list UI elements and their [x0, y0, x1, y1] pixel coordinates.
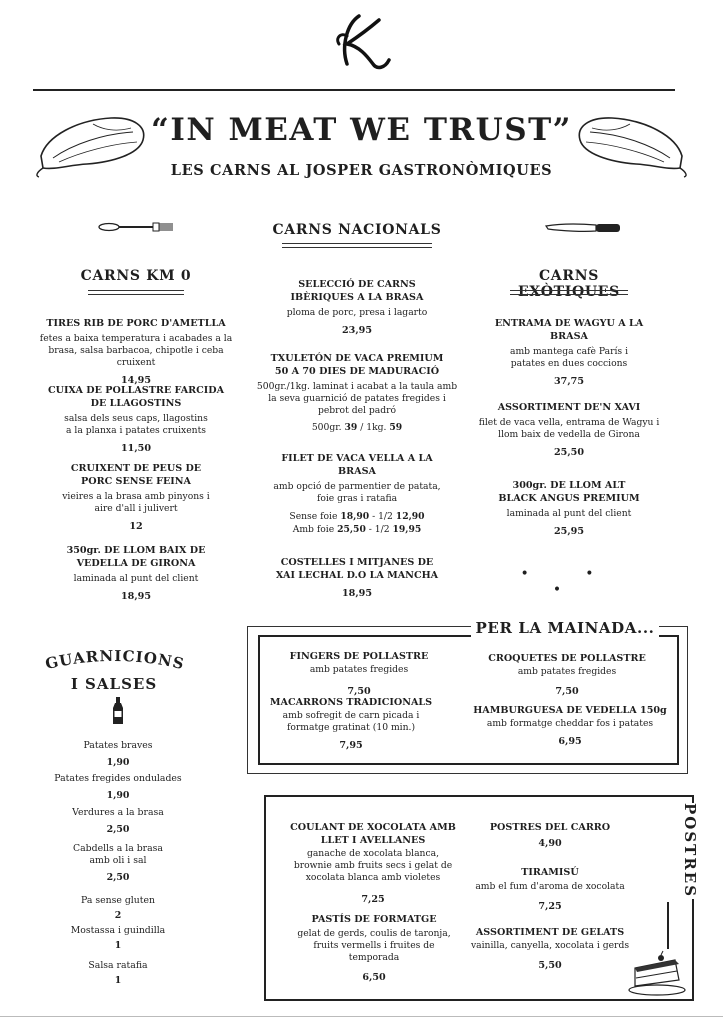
- menu-item: FILET DE VACA VELLA A LA BRASA amb opció de parmentier de patata, foie gras i ratafia Sense foie 18,90 - 1/2 12,90 Amb foie 25,50 - 1/2 19,95: [273, 453, 441, 535]
- page-bottom-edge: [0, 1016, 723, 1017]
- section-underline: [88, 290, 184, 295]
- guarnicions-title-line2: I SALSES: [70, 675, 158, 693]
- guarnicions-title-line1: GUARNICIONS: [43, 646, 187, 674]
- cake-slice-icon: [627, 950, 687, 996]
- menu-item: TXULETÓN DE VACA PREMIUM 50 A 70 DIES DE MADURACIÓ 500gr./1kg. laminat i acabat a la taula amb la seva guarnició de patates fregides i pebrot del padró 500gr. 39 / 1kg. 59: [256, 353, 458, 433]
- menu-item: HAMBURGUESA DE VEDELLA 150g amb formatge cheddar fos i patates 6,95: [473, 705, 667, 747]
- side-item: Pa sense gluten 2: [81, 895, 155, 921]
- section-title-carns-km0: CARNS KM 0: [80, 268, 192, 284]
- section-underline: [282, 243, 432, 248]
- menu-item: COSTELLES I MITJANES DE XAI LECHAL D.O LA MANCHA 18,95: [275, 557, 439, 599]
- section-title-guarnicions: [30, 643, 198, 693]
- subheadline: LES CARNS AL JOSPER GASTRONÒMIQUES: [170, 162, 553, 179]
- restaurant-logo: [0, 6, 723, 90]
- menu-item: ASSORTIMENT DE'N XAVI filet de vaca vella, entrama de Wagyu i llom baix de vedella de Girona 25,50: [478, 402, 660, 458]
- knife-icon: [544, 220, 622, 236]
- menu-item: CUIXA DE POLLASTRE FARCIDA DE LLAGOSTINS salsa dels seus caps, llagostins a la planxa i patates cruixents 11,50: [47, 385, 225, 454]
- postres-divider: [667, 902, 669, 949]
- menu-item: ENTRAMA DE WAGYU A LA BRASA amb mantega cafè París i patates en dues coccions 37,75: [494, 318, 644, 387]
- decorative-dots: • • •: [520, 566, 620, 598]
- headline: “IN MEAT WE TRUST”: [150, 112, 572, 148]
- sauce-bottle-icon: [111, 697, 125, 725]
- header-divider: [33, 89, 675, 91]
- section-title-carns-nacionals: CARNS NACIONALS: [272, 222, 442, 238]
- menu-item: CROQUETES DE POLLASTRE amb patates fregides 7,50: [488, 653, 646, 697]
- menu-item: 350gr. DE LLOM BAIX DE VEDELLA DE GIRONA laminada al punt del client 18,95: [66, 545, 206, 602]
- menu-item: PASTÍS DE FORMATGE gelat de gerds, coulis de taronja, fruits vermells i fruites de temporada 6,50: [297, 914, 451, 983]
- side-item: Patates fregides ondulades 1,90: [54, 773, 182, 801]
- menu-item: 300gr. DE LLOM ALT BLACK ANGUS PREMIUM laminada al punt del client 25,95: [498, 480, 640, 537]
- menu-item: COULANT DE XOCOLATA AMB LLET I AVELLANES ganache de xocolata blanca, brownie amb fruits secs i gelat de xocolata blanca amb violetes 7,25: [290, 822, 456, 905]
- menu-item: FINGERS DE POLLASTRE amb patates fregides 7,50: [289, 651, 429, 697]
- section-underline: [510, 290, 628, 295]
- menu-item: SELECCIÓ DE CARNS IBÈRIQUES A LA BRASA ploma de porc, presa i lagarto 23,95: [286, 279, 428, 336]
- fork-icon: [97, 220, 175, 234]
- section-title-postres: POSTRES: [639, 803, 699, 899]
- section-title-carns-exotiques: CARNS EXÒTIQUES: [518, 268, 620, 300]
- menu-item: TIRES RIB DE PORC D'AMETLLA fetes a baixa temperatura i acabades a la brasa, salsa barbacoa, chipotle i ceba cruixent 14,95: [39, 318, 233, 386]
- side-item: Mostassa i guindilla 1: [70, 925, 166, 951]
- section-title-mainada: PER LA MAINADA...: [471, 619, 659, 641]
- side-item: Patates braves 1,90: [83, 740, 153, 768]
- menu-item: POSTRES DEL CARRO 4,90: [489, 822, 611, 849]
- side-item: Cabdells a la brasa amb oli i sal 2,50: [73, 843, 163, 883]
- side-item: Salsa ratafia 1: [88, 960, 148, 986]
- logo-k-icon: [317, 6, 407, 76]
- menu-item: TIRAMISÚ amb el fum d'aroma de xocolata 7,25: [475, 867, 625, 912]
- menu-item: ASSORTIMENT DE GELATS vainilla, canyella, xocolata i gerds 5,50: [470, 927, 630, 971]
- menu-item: MACARRONS TRADICIONALS amb sofregit de carn picada i formatge gratinat (10 min.) 7,95: [269, 697, 433, 751]
- side-item: Verdures a la brasa 2,50: [72, 807, 164, 835]
- menu-item: CRUIXENT DE PEUS DE PORC SENSE FEINA vieires a la brasa amb pinyons i aire d'all i julivert 12: [62, 463, 210, 532]
